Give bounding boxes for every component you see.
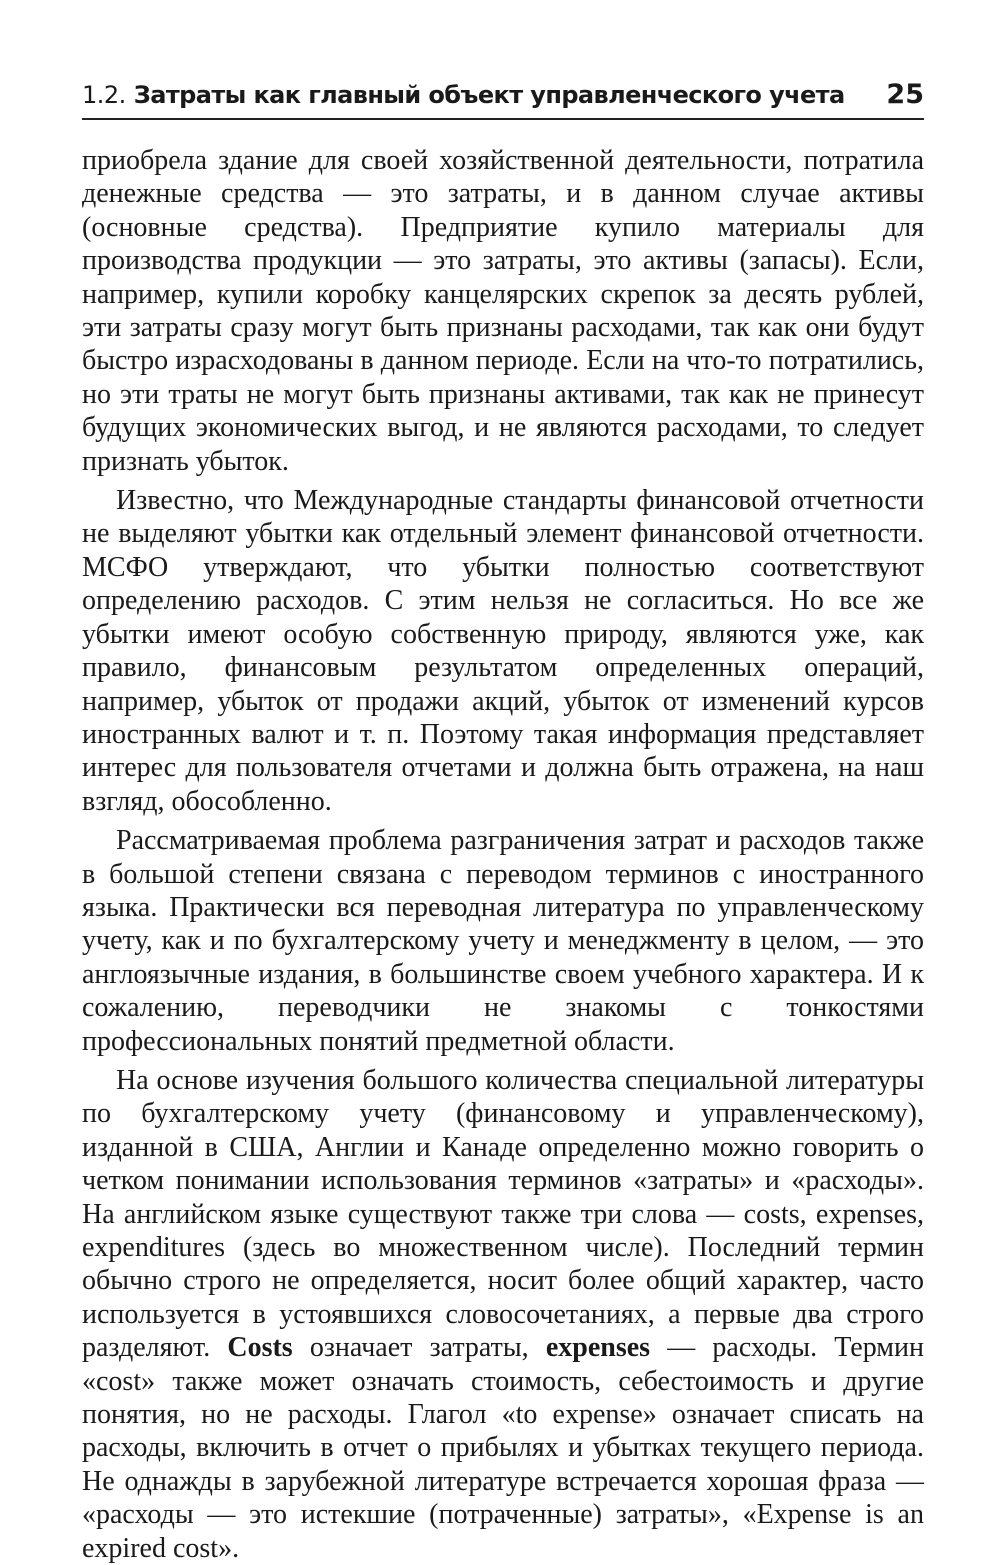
running-header [82,78,924,120]
paragraph-2: Известно, что Международные стандарты финансовой отчетности не выделяют убытки как отдельный элемент финансовой отчетности. МСФО утверждают, что убытки полностью соответствуют определению расходов. С этим нельзя не согласиться. Но все же убытки имеют особую собственную природу, являются уже, как правило, финансовым результатом определенных операций, например, убыток от продажи акций, убыток от изменений курсов иностранных валют и т. п. Поэтому такая информация представляет интерес для пользователя отчетами и должна быть отражена, на наш взгляд, обособленно. [82,485,924,817]
paragraph-4-part-1: На основе изучения большого количества специальной литературы по бухгалтерскому учету (финансовому и управленческому), изданной в США, Англии и Канаде определенно можно говорить о четком понимании использования терминов «затраты» и «расходы». На английском языке существуют также три слова — costs, expenses, expenditures (здесь во множественном числе). Последний термин обычно строго не определяется, носит более общий характер, часто используется в устоявшихся словосочетаниях, а первые два строго разделяют. [82,1064,924,1364]
term-costs: Costs [227,1332,293,1364]
section-title: Затраты как главный объект управленческого учета [133,81,845,109]
paragraph-4-part-3: — расходы. Термин «cost» также может означать стоимость, себестоимость и другие понятия, но не расходы. Глагол «to expense» означает списать на расходы, включить в отчет о прибылях и убытках текущего периода. Не однажды в зарубежной литературе встречается хорошая фраза — «расходы — это истекшие (потраченные) затраты», «Expense is an expired cost». [82,1332,924,1564]
term-expenses: expenses [545,1332,651,1364]
body-text [82,144,924,1565]
section-number: 1.2. [82,81,126,109]
paragraph-1: приобрела здание для своей хозяйственной деятельности, потратила денежные средства — это затраты, и в данном случае активы (основные средства). Предприятие купило материалы для производства продукции — это затраты, это активы (запасы). Если, например, купили коробку канцелярских скрепок за десять рублей, эти затраты сразу могут быть признаны расходами, так как они будут быстро израсходованы в данном периоде. Если на что-то потратились, но эти траты не могут быть признаны активами, так как не принесут будущих экономических выгод, и не являются расходами, то следует признать убыток. [82,145,924,477]
paragraph-3: Рассматриваемая проблема разграничения затрат и расходов также в большой степени связана с переводом терминов с иностранного языка. Практически вся переводная литература по управленческому учету, как и по бухгалтерскому учету и менеджменту в целом, — это англоязычные издания, в большинстве своем учебного характера. И к сожалению, переводчики не знакомы с тонкостями профессиональных понятий предметной области. [82,825,924,1057]
page-number: 25 [886,79,924,110]
book-page [82,78,924,1564]
paragraph-4 [82,1064,924,1565]
paragraph-4-part-2: означает затраты, [292,1332,546,1364]
